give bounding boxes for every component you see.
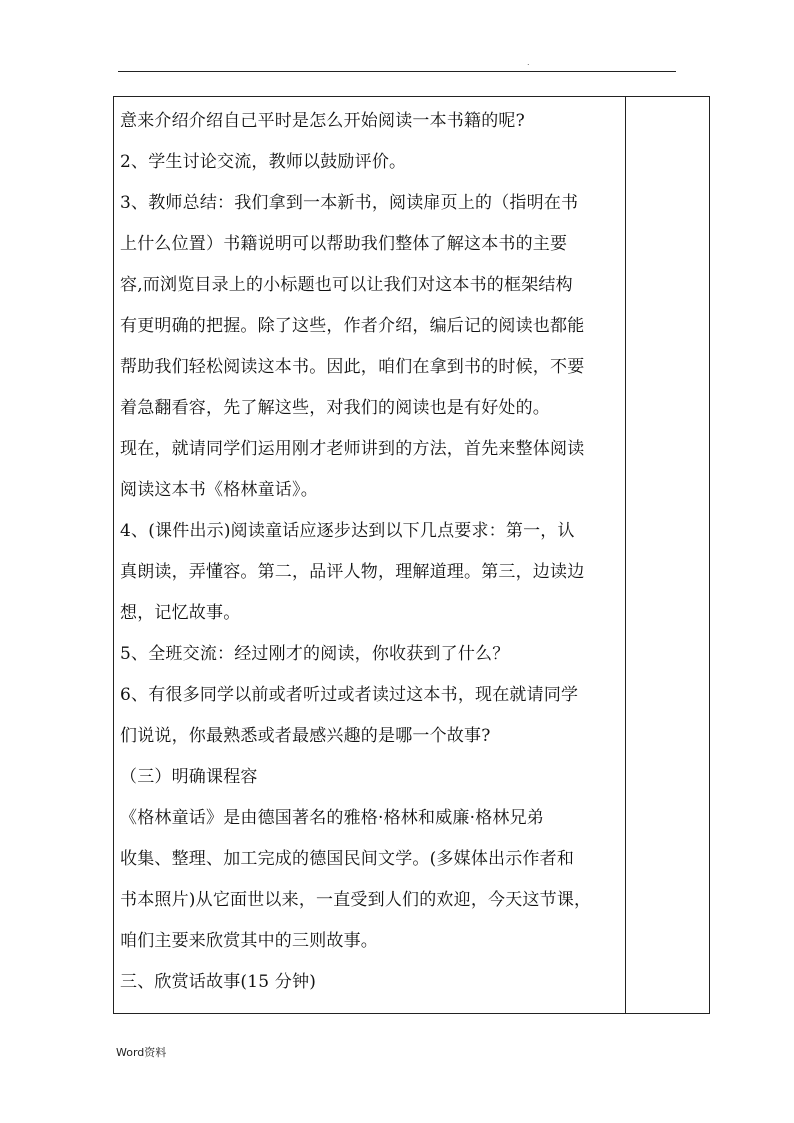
text-line: 现在，就请同学们运用刚才老师讲到的方法，首先来整体阅读 <box>120 439 585 459</box>
header-mark: . <box>527 58 530 67</box>
text-line: 2、学生讨论交流，教师以鼓励评价。 <box>120 152 407 172</box>
text-line: 3、教师总结：我们拿到一本新书，阅读扉页上的（指明在书 <box>120 193 579 213</box>
lesson-table <box>113 96 710 1014</box>
lesson-content-cell <box>120 101 620 1003</box>
text-line: 想，记忆故事。 <box>120 603 241 623</box>
text-line: 收集、整理、加工完成的德国民间文学。(多媒体出示作者和 <box>120 849 575 869</box>
text-line: 5、全班交流：经过刚才的阅读，你收获到了什么？ <box>120 644 510 664</box>
footer-label: Word资料 <box>116 1046 167 1059</box>
text-line: 真朗读，弄懂容。第二，品评人物，理解道理。第三，边读边 <box>120 562 585 582</box>
text-line: 容,而浏览目录上的小标题也可以让我们对这本书的框架结构 <box>120 275 573 295</box>
section-heading: （三）明确课程容 <box>120 767 258 787</box>
column-divider <box>625 97 626 1013</box>
text-line: 咱们主要来欣赏其中的三则故事。 <box>120 931 378 951</box>
text-line: 阅读这本书《格林童话》。 <box>120 480 318 500</box>
text-line: 4、(课件出示)阅读童话应逐步达到以下几点要求：第一，认 <box>120 521 575 541</box>
text-line: 着急翻看容，先了解这些，对我们的阅读也是有好处的。 <box>120 398 550 418</box>
text-line: 们说说，你最熟悉或者最感兴趣的是哪一个故事? <box>120 726 491 746</box>
header-rule <box>118 71 676 72</box>
text-line: 上什么位置）书籍说明可以帮助我们整体了解这本书的主要 <box>120 234 568 254</box>
text-line: 《格林童话》是由德国著名的雅格·格林和威廉·格林兄弟 <box>120 808 545 828</box>
section-heading: 三、欣赏话故事(15 分钟) <box>120 972 317 992</box>
text-line: 有更明确的把握。除了这些，作者介绍，编后记的阅读也都能 <box>120 316 585 336</box>
text-line: 书本照片)从它面世以来，一直受到人们的欢迎，今天这节课， <box>120 890 592 910</box>
text-line: 意来介绍介绍自己平时是怎么开始阅读一本书籍的呢? <box>120 111 525 131</box>
text-line: 6、有很多同学以前或者听过或者读过这本书，现在就请同学 <box>120 685 579 705</box>
text-line: 帮助我们轻松阅读这本书。因此，咱们在拿到书的时候，不要 <box>120 357 585 377</box>
